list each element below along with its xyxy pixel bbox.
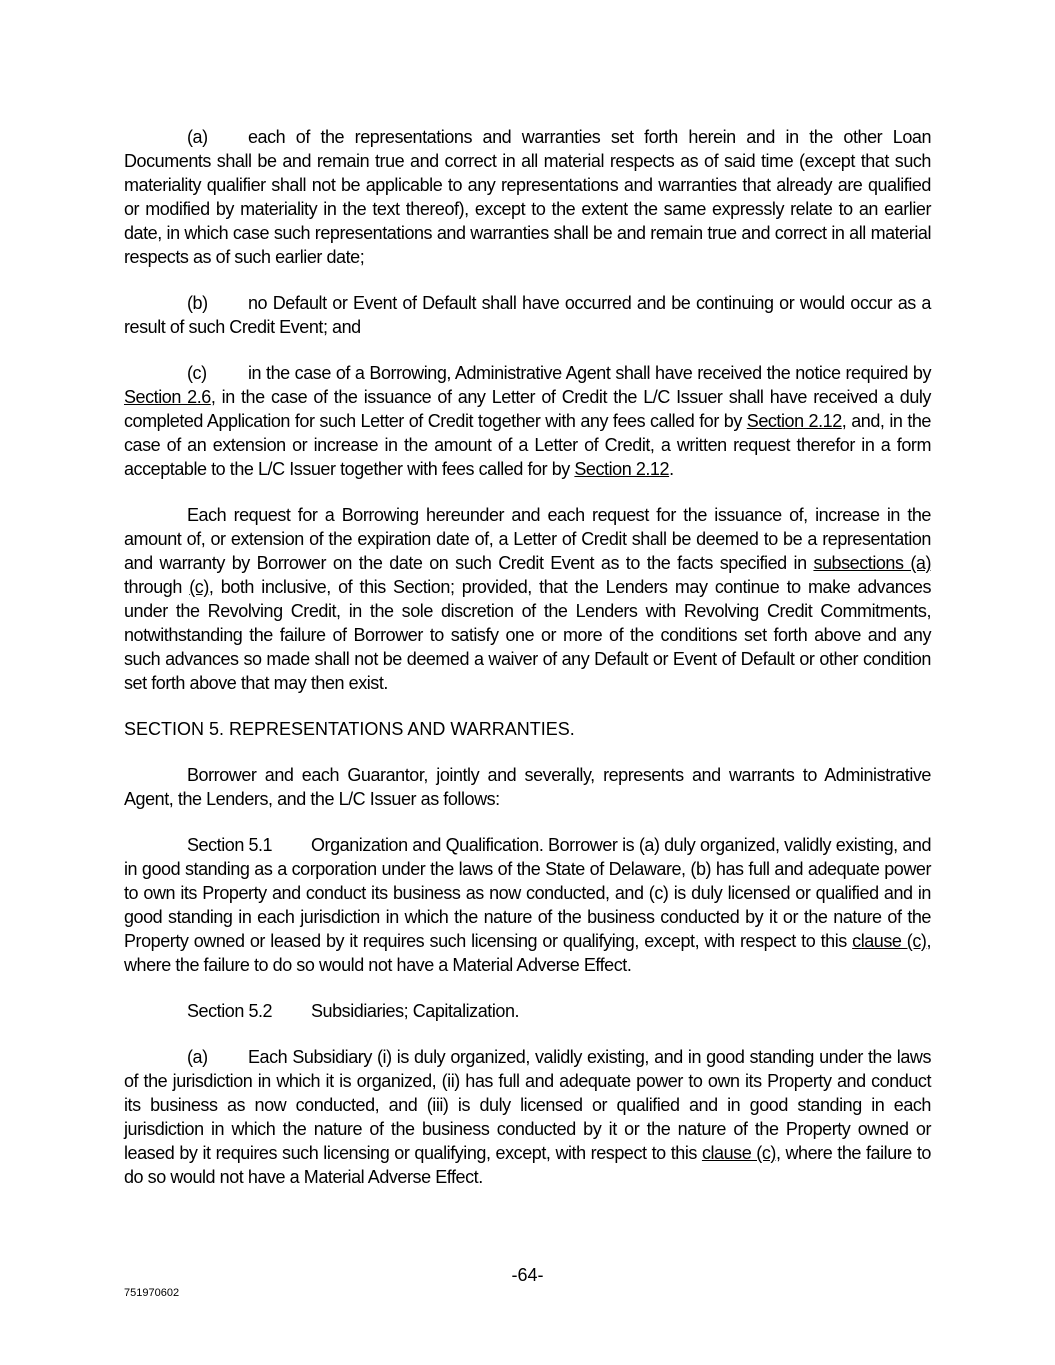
clause-label: (a) [187, 127, 208, 147]
section-reference: Section 2.6 [124, 387, 211, 407]
page-number: -64- [511, 1265, 544, 1285]
paragraph-b [124, 291, 931, 339]
paragraph-text: Each request for a Borrowing hereunder and each request for the issuance of, increase in the amount of, or extension of the expiration date of, a Letter of Credit shall be deemed to be a representation and warranty by Borrower on the date on such Credit Event as to the facts specified in [124, 505, 931, 573]
clause-text: Each Subsidiary (i) is duly organized, validly existing, and in good standing under the laws of the jurisdiction in which it is organized, (ii) has full and adequate power to own its Property and conduct its business as now conducted, and (iii) is duly licensed or qualified and in good standing in each jurisdiction in which the nature of the business conducted by it or the nature of the Property owned or leased by it requires such licensing or qualifying, except, with respect to this [124, 1047, 931, 1163]
paragraph-c [124, 361, 931, 481]
section-text: , where the failure to do so would not have a Material Adverse Effect. [124, 931, 931, 975]
section-5-2 [124, 999, 931, 1023]
section-reference: (c) [189, 577, 209, 597]
section-title: Organization and Qualification. [311, 835, 544, 855]
section-reference: Section 2.12 [574, 459, 670, 479]
clause-text: . [669, 459, 674, 479]
clause-label: (a) [187, 1047, 208, 1067]
section-reference: clause (c) [701, 1143, 776, 1163]
section-5-heading: SECTION 5. REPRESENTATIONS AND WARRANTIES. [124, 719, 575, 739]
clause-text: , where the failure to do so would not have a Material Adverse Effect. [124, 1143, 931, 1187]
section-5-2-a [124, 1045, 931, 1189]
section-reference: Section 2.12 [746, 411, 842, 431]
clause-text: in the case of a Borrowing, Administrative Agent shall have received the notice required by [248, 363, 931, 383]
section-reference: clause (c) [852, 931, 927, 951]
section-number: Section 5.1 [187, 835, 273, 855]
clause-text: no Default or Event of Default shall have occurred and be continuing or would occur as a result of such Credit Event; and [124, 293, 931, 337]
clause-text: each of the representations and warranties set forth herein and in the other Loan Documents shall be and remain true and correct in all material respects as of said time (except that such materiality qualifier shall not be applicable to any representations and warranties that already are qualified or modified by materiality in the text thereof), except to the extent the same expressly relate to an earlier date, in which case such representations and warranties shall be and remain true and correct in all material respects as of such earlier date; [124, 127, 931, 267]
document-id: 751970602 [124, 1287, 180, 1299]
clause-label: (b) [187, 293, 208, 313]
clause-label: (c) [187, 363, 207, 383]
section-reference: subsections (a) [813, 553, 931, 573]
paragraph-a [124, 125, 931, 269]
clause-text: , and, in the case of an extension or increase in the amount of a Letter of Credit, a written request therefor in a form acceptable to the L/C Issuer together with fees called for by [124, 411, 931, 479]
section-5-1 [124, 833, 931, 977]
paragraph-each-request [124, 503, 931, 695]
paragraph-text: through [124, 577, 190, 597]
clause-text: , in the case of the issuance of any Letter of Credit the L/C Issuer shall have received a duly completed Application for such Letter of Credit together with any fees called for by [124, 387, 931, 431]
section-5-intro: Borrower and each Guarantor, jointly and severally, represents and warrants to Administrative Agent, the Lenders, and the L/C Issuer as follows: [124, 765, 931, 809]
section-text: Borrower is (a) duly organized, validly existing, and in good standing as a corporation under the laws of the State of Delaware, (b) has full and adequate power to own its Property and conduct its business as now conducted, and (c) is duly licensed or qualified and in good standing in each jurisdiction in which the nature of the business conducted by it or the nature of the Property owned or leased by it requires such licensing or qualifying, except, with respect to this [124, 835, 932, 951]
section-number: Section 5.2 [187, 1001, 273, 1021]
paragraph-text: , both inclusive, of this Section; provided, that the Lenders may continue to make advances under the Revolving Credit, in the sole discretion of the Lenders with Revolving Credit Commitments, notwithstanding the failure of Borrower to satisfy one or more of the conditions set forth above and any such advances so made shall not be deemed a waiver of any Default or Event of Default or other condition set forth above that may then exist. [124, 577, 931, 693]
document-body [124, 125, 931, 1211]
section-title: Subsidiaries; Capitalization. [311, 1001, 520, 1021]
